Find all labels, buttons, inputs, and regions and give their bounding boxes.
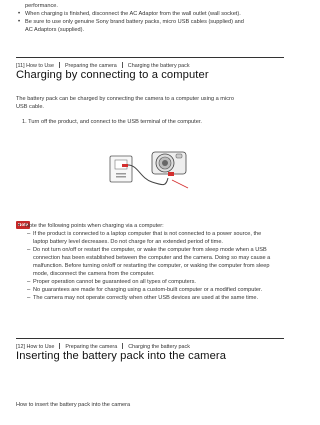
note-text: – Proper operation cannot be guaranteed on all types of computers. bbox=[33, 279, 196, 285]
section-intro: How to insert the battery pack into the camera bbox=[16, 402, 131, 408]
list-item bbox=[16, 10, 286, 18]
continuation-line: performance. bbox=[25, 3, 58, 9]
note-text: – Do not turn on/off or restart the computer, or wake the computer from sleep mode when a USB bbox=[33, 247, 267, 253]
bullet-text: • Be sure to use only genuine Sony brand battery packs, micro USB cables (supplied) and bbox=[25, 19, 244, 25]
breadcrumb-separator bbox=[59, 62, 60, 68]
note-sublist bbox=[25, 230, 286, 302]
note-text: connection has been established between the computer and the camera. Doing so may cause a bbox=[33, 255, 271, 261]
breadcrumb-separator bbox=[122, 343, 123, 349]
breadcrumb-item[interactable]: Charging the battery pack bbox=[127, 63, 190, 69]
list-item bbox=[27, 294, 286, 302]
list-item bbox=[27, 246, 286, 278]
bullet-text: When charging is finished, disconnect the AC Adaptor from the wall outlet (wall socket). bbox=[25, 11, 241, 17]
note-text: laptop battery level decreases. Do not charge for an extended period of time. bbox=[33, 239, 223, 245]
note-block bbox=[16, 222, 286, 302]
section-title: Inserting the battery pack into the camera bbox=[16, 350, 227, 362]
note-badge-label: Note bbox=[18, 222, 29, 227]
callout-line bbox=[172, 180, 188, 188]
breadcrumb bbox=[16, 62, 190, 69]
step-1: 1. Turn off the product, and connect to the USB terminal of the computer. bbox=[22, 119, 202, 125]
note-text: mode, disconnect the camera from the computer. bbox=[33, 271, 155, 277]
intro-line: The battery pack can be charged by connecting the camera to a computer using a micro bbox=[16, 96, 234, 102]
breadcrumb-separator bbox=[59, 343, 60, 349]
breadcrumb-item[interactable]: Charging the battery pack bbox=[128, 344, 190, 350]
breadcrumb-item[interactable]: [12] How to Use bbox=[16, 344, 55, 350]
breadcrumb-item[interactable]: Preparing the camera bbox=[64, 63, 117, 69]
bullet-text: AC Adaptors (supplied). bbox=[25, 27, 85, 33]
breadcrumb bbox=[16, 343, 190, 350]
list-item bbox=[27, 278, 286, 286]
note-text: – The camera may not operate correctly when other USB devices are used at the same time. bbox=[33, 295, 259, 301]
note-lead: • Note the following points when charging via a computer: bbox=[25, 223, 164, 229]
list-item bbox=[16, 222, 286, 302]
note-list bbox=[16, 222, 286, 302]
note-text: – If the product is connected to a laptop computer that is not connected to a power source, the bbox=[33, 231, 262, 237]
breadcrumb-separator bbox=[122, 62, 123, 68]
list-item bbox=[27, 286, 286, 294]
camera-icon bbox=[152, 152, 186, 176]
breadcrumb-item[interactable]: [11] How to Use bbox=[16, 63, 54, 69]
section-divider bbox=[16, 57, 284, 58]
usb-connection-illustration bbox=[108, 138, 200, 206]
computer-icon bbox=[110, 156, 132, 182]
breadcrumb-item[interactable]: Preparing the camera bbox=[65, 344, 118, 350]
list-item bbox=[27, 230, 286, 246]
intro-paragraph bbox=[16, 95, 286, 111]
page-title: Charging by connecting to a computer bbox=[16, 69, 209, 81]
note-text: – No guarantees are made for charging using a custom-built computer or a modified computer. bbox=[33, 287, 263, 293]
note-text: malfunction. Before turning on/off or restarting the computer, or waking the computer from sleep bbox=[33, 263, 270, 269]
section-divider bbox=[16, 338, 284, 339]
continuation-block bbox=[16, 2, 286, 34]
intro-line: USB cable. bbox=[16, 104, 44, 110]
list-item bbox=[16, 18, 286, 34]
continuation-bullets bbox=[16, 10, 286, 34]
